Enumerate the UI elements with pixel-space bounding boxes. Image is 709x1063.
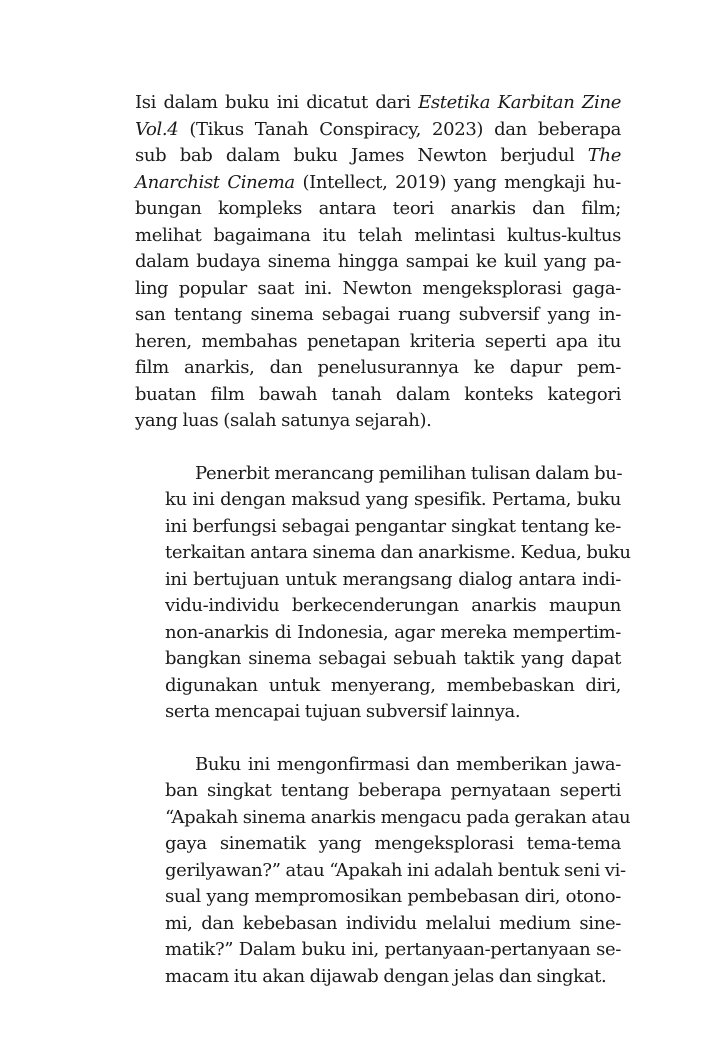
text-run: non-anarkis di Indonesia, agar mereka mempertim- [165,621,621,643]
text-run: film anarkis, dan penelusurannya ke dapur pem- [135,357,621,378]
text-run: (Intellect, 2019) yang mengkaji hu- [294,171,621,193]
text-run: bungan kompleks antara teori anarkis dan film; [135,198,621,219]
italic-title: The [587,145,621,166]
text-line [135,223,621,250]
text-line [135,90,621,117]
text-line [135,196,621,223]
text-line [135,540,631,567]
text-run: bangkan sinema sebagai sebuah taktik yang dapat [165,648,621,669]
italic-title: Estetika Karbitan Zine [418,92,621,113]
body-text [135,90,631,1016]
text-run: ini berfungsi sebagai pengantar singkat tentang ke- [165,515,621,537]
text-run: melihat bagaimana itu telah melintasi kultus-kultus [135,224,621,246]
text-run: vidu-individu berkecenderungan anarkis maupun [165,595,621,616]
paragraph [135,752,631,991]
text-line [135,329,621,356]
text-run: matik?” Dalam buku ini, pertanyaan-pertanyaan se- [165,939,621,960]
text-run: yang luas (salah satunya sejarah). [135,410,432,431]
text-run: buatan film bawah tanah dalam konteks kategori [135,383,621,405]
text-run: digunakan untuk menyerang, membebaskan diri, [165,674,621,696]
text-line [135,805,631,832]
text-run: heren, membahas penetapan kriteria seperti apa itu [135,330,621,352]
italic-title: Anarchist Cinema [135,171,295,193]
text-run: gaya sinematik yang mengeksplorasi tema-tema [165,833,621,854]
text-run: “Apakah sinema anarkis mengacu pada gerakan atau [165,806,631,828]
text-run: Isi dalam buku ini dicatut dari [135,92,419,113]
text-run: gerilyawan?” atau “Apakah ini adalah bentuk seni vi- [165,859,626,881]
text-run: mi, dan kebebasan individu melalui medium sine- [165,912,621,934]
paragraph [135,461,631,726]
text-line [135,646,621,673]
text-run: ling popular saat ini. Newton mengeksplorasi gaga- [135,277,621,299]
text-run: (Tikus Tanah Conspiracy, 2023) dan beberapa [178,118,621,140]
text-line [135,884,621,911]
text-line [135,170,621,197]
text-line [135,752,621,779]
text-run: Buku ini mengonfirmasi dan memberikan jawa- [195,753,621,775]
text-run: san tentang sinema sebagai ruang subversif yang in- [135,304,621,325]
text-line [135,514,621,541]
text-line [135,593,621,620]
text-line [135,858,626,885]
text-run: ku ini dengan maksud yang spesifik. Pertama, buku [165,489,621,510]
text-line [135,937,621,964]
text-line [135,964,621,991]
text-line [135,911,621,938]
text-line [135,276,621,303]
text-run: ban singkat tentang beberapa pernyataan seperti [165,780,621,801]
paragraph [135,90,621,435]
text-line [135,117,621,144]
text-line [135,699,621,726]
text-line [135,673,621,700]
text-line [135,355,621,382]
text-line [135,408,621,435]
text-line [135,831,621,858]
text-line [135,382,621,409]
text-line [135,302,621,329]
text-line [135,567,621,594]
text-line [135,143,621,170]
text-run: macam itu akan dijawab dengan jelas dan singkat. [165,965,607,987]
text-line [135,249,621,276]
text-line [135,461,621,488]
text-run: terkaitan antara sinema dan anarkisme. Kedua, buku [165,542,631,563]
text-run: ini bertujuan untuk merangsang dialog antara indi- [165,568,621,590]
text-line [135,487,621,514]
text-run: sual yang mempromosikan pembebasan diri, otono- [165,886,621,907]
text-line [135,778,621,805]
text-run: Penerbit merancang pemilihan tulisan dalam bu- [195,462,623,484]
italic-title: Vol.4 [135,118,179,140]
text-run: dalam budaya sinema hingga sampai ke kuil yang pa- [135,251,621,272]
text-line [135,620,621,647]
text-run: sub bab dalam buku James Newton berjudul [135,145,588,166]
text-run: serta mencapai tujuan subversif lainnya. [165,701,521,722]
